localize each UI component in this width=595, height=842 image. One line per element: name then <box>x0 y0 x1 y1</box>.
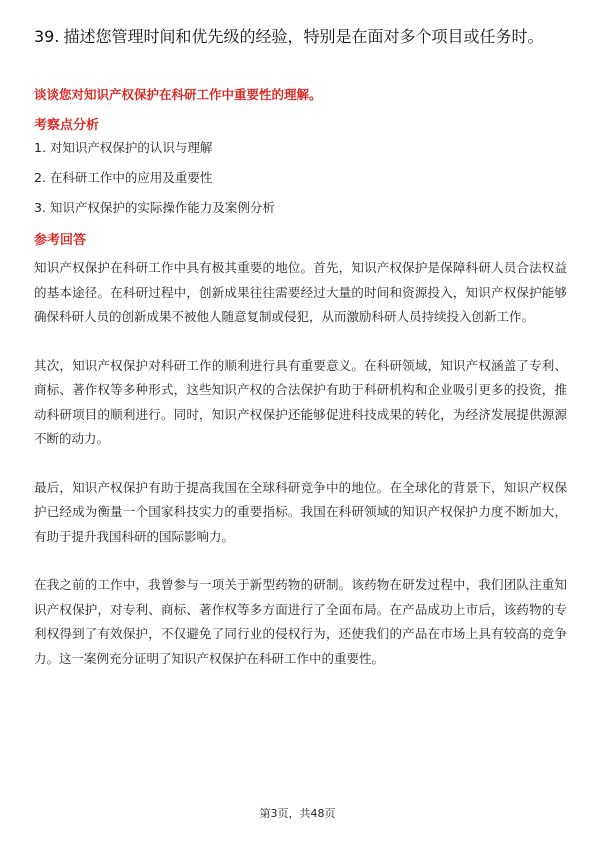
question-heading <box>34 26 564 47</box>
answer-paragraph: 其次，知识产权保护对科研工作的顺利进行具有重要意义。在科研领域，知识产权涵盖了专利、商标、著作权等多种形式，这些知识产权的合法保护有助于科研机构和企业吸引更多的投资，推动科研项目的顺利进行。同时，知识产权保护还能够促进科技成果的转化，为经济发展提供源源不断的动力。 <box>34 357 567 446</box>
answer-body <box>34 256 567 671</box>
page-number-footer: 第3页，共48页 <box>259 807 336 820</box>
analysis-point: 1. 对知识产权保护的认识与理解 <box>34 140 213 155</box>
answer-paragraph: 最后，知识产权保护有助于提高我国在全球科研竞争中的地位。在全球化的背景下，知识产权保护已经成为衡量一个国家科技实力的重要指标。我国在科研领域的知识产权保护力度不断加大，有助于提升我国科研的国际影响力。 <box>34 479 567 544</box>
answer-paragraph: 知识产权保护在科研工作中具有极其重要的地位。首先，知识产权保护是保障科研人员合法权益的基本途径。在科研过程中，创新成果往往需要经过大量的时间和资源投入，知识产权保护能够确保科研人员的创新成果不被他人随意复制或侵犯，从而激励科研人员持续投入创新工作。 <box>34 260 567 324</box>
analysis-point: 2. 在科研工作中的应用及重要性 <box>34 170 213 185</box>
question-text: 描述您管理时间和优先级的经验，特别是在面对多个项目或任务时。 <box>63 27 544 46</box>
interview-prompt: 谈谈您对知识产权保护在科研工作中重要性的理解。 <box>34 87 322 102</box>
analysis-points-list <box>34 140 554 230</box>
analysis-section-title: 考察点分析 <box>34 118 100 133</box>
analysis-point: 3. 知识产权保护的实际操作能力及案例分析 <box>34 200 275 215</box>
answer-paragraph: 在我之前的工作中，我曾参与一项关于新型药物的研制。该药物在研发过程中，我们团队注重知识产权保护，对专利、商标、著作权等多方面进行了全面布局。在产品成功上市后，该药物的专利权得到了有效保护，不仅避免了同行业的侵权行为，还使我们的产品在市场上具有较高的竞争力。这一案例充分证明了知识产权保护在科研工作中的重要性。 <box>34 577 567 666</box>
answer-section-title: 参考回答 <box>34 233 87 248</box>
question-number: 39. <box>34 27 60 46</box>
